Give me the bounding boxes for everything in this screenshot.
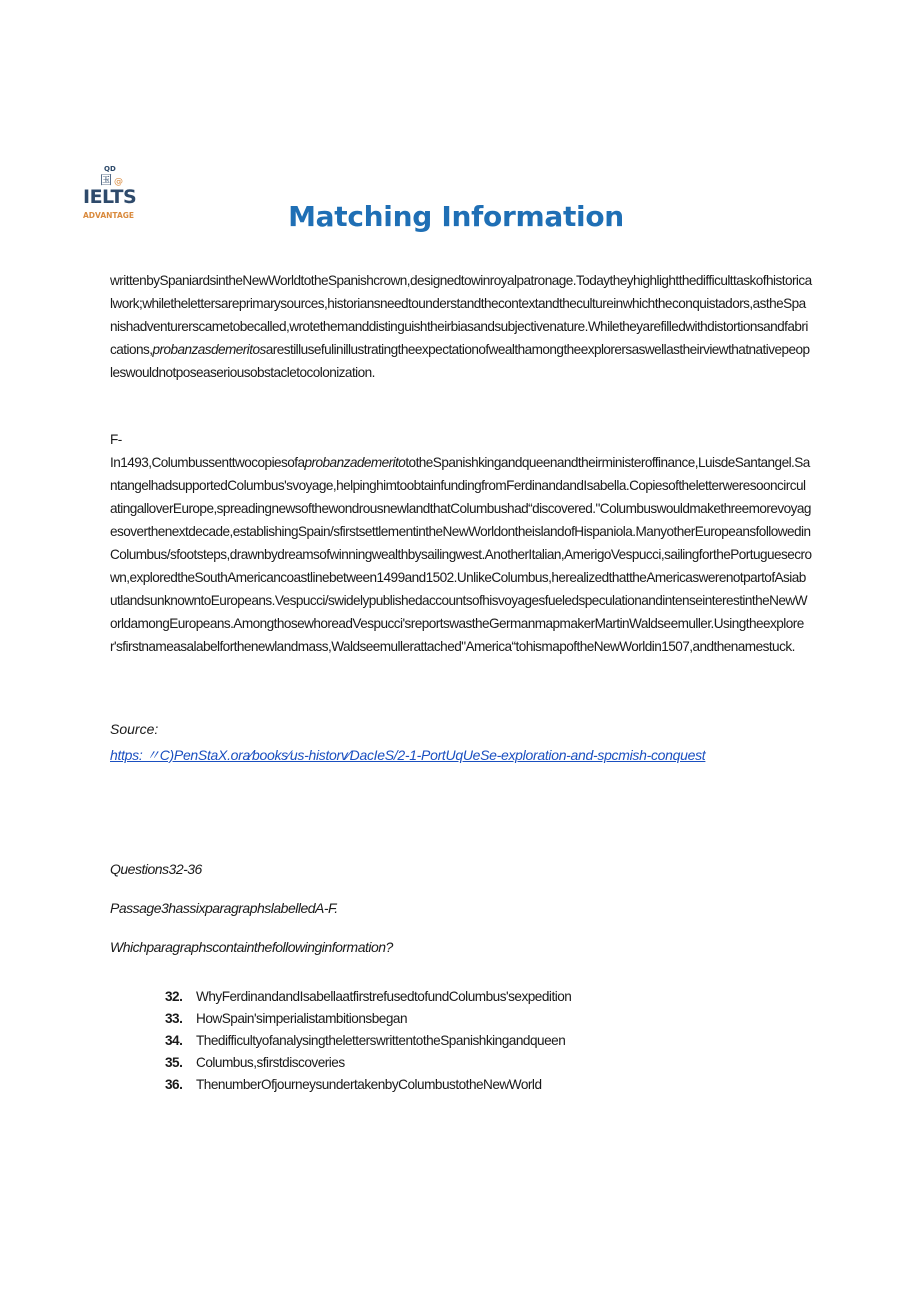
question-item-34 — [165, 1030, 571, 1052]
question-text: WhyFerdinandandIsabellaatfirstrefusedtofundColumbus'sexpedition — [196, 989, 572, 1004]
question-number: 33. — [165, 1011, 183, 1026]
question-number: 34. — [165, 1033, 183, 1048]
question-text: HowSpain'simperialistambitionsbegan — [196, 1011, 408, 1026]
question-number: 35. — [165, 1055, 183, 1070]
paragraph-f-label: F- — [110, 432, 122, 447]
question-text: ThedifficultyofanalysingtheletterswrittentotheSpanishkingandqueen — [196, 1033, 566, 1048]
paragraph-e-text-1: writtenbySpaniardsintheNewWorldtotheSpanishcrown,designedtowinroyalpatronage.Todaytheyhighlightthedifficulttaskofhistoricalwork;whilethelettersareprimarysources,historiansneedtounderstandthecontextandthecultureinwhichtheconquistadors,astheSpanishadventurerscametobecalled,wrotethemanddistinguishtheirbiasandsubjectivenature.Whiletheyarefilledwithdistortionsandfabrications, — [110, 273, 812, 357]
paragraph-e-text-2: arestillusefulinillustratingtheexpectationofwealthamongtheexplorersaswellastheirviewthatnativepeopleswouldnotposeaseriousobstacletocolonization. — [110, 342, 810, 380]
passage-paragraph-f — [110, 451, 812, 658]
questions-instruction-2: Whichparagraphscontainthefollowinginformation? — [110, 939, 393, 955]
source-label: Source: — [110, 721, 159, 737]
page-title: Matching Information — [288, 200, 624, 233]
question-item-32 — [165, 986, 571, 1008]
logo-main-text: IELTS — [83, 186, 137, 208]
logo-glyph: 国 — [100, 173, 113, 187]
questions-heading: Questions32-36 — [110, 861, 202, 877]
question-item-35 — [165, 1052, 571, 1074]
logo-at-symbol: @ — [114, 177, 123, 187]
question-number: 36. — [165, 1077, 183, 1092]
logo-top-text: QD — [104, 165, 116, 173]
paragraph-f-italic-term: probanzademerito — [304, 455, 406, 470]
question-number: 32. — [165, 989, 183, 1004]
logo-sub-text: ADVANTAGE — [83, 211, 135, 220]
questions-instruction-1: Passage3hassixparagraphslabelledA-F. — [110, 900, 338, 916]
paragraph-f-text-1: In1493,Columbussenttwocopiesofa — [110, 455, 305, 470]
paragraph-e-italic-term: probanzasdemeritos — [152, 342, 266, 357]
question-text: Columbus,sfirstdiscoveries — [196, 1055, 345, 1070]
paragraph-f-text-2: totheSpanishkingandqueenandtheirministeroffinance,LuisdeSantangel.SantangelhadsupportedColumbus'svoyage,helpinghimtoobtainfundingfromFerdinandandIsabella.CopiesoftheletterweresooncirculatingalloverEurope,spreadingnewsofthewondrousnewlandthatColumbushad“discovered."Columbuswouldmakethreemorevoyagesoverthenextdecade,establishingSpain/sfirstsettlementintheNewWorldontheislandofHispaniola.ManyotherEuropeansfollowedinColumbus/sfootsteps,drawnbydreamsofwinningwealthbysailingwest.AnotherItalian,AmerigoVespucci,sailingforthePortuguesecrown,exploredtheSouthAmericancoastlinebetween1499and1502.UnlikeColumbus,herealizedthattheAmericaswerenotpartofAsiabutlandsunknowntoEuropeans.Vespucci/swidelypublishedaccountsofhisvoyagesfueledspeculationandintenseinterestintheNewWorldamongEuropeans.AmongthosewhoreadVespucci'sreportswastheGermanmapmakerMartinWaldseemuller.Usingtheexplorer'sfirstnameasalabelforthenewlandmass,Waldseemullerattached"America“tohismapoftheNewWorldin1507,andthenamestuck. — [110, 455, 812, 654]
question-item-36 — [165, 1074, 571, 1096]
question-list — [165, 986, 571, 1096]
source-link[interactable]: https: 〃C)PenStaX.ora⁄books⁄us-historv⁄DacIeS/2-1-PortUqUeSe-exploration-and-spcmish-conquest — [110, 747, 706, 763]
passage-paragraph-e — [110, 269, 812, 384]
question-item-33 — [165, 1008, 571, 1030]
question-text: ThenumberOfjourneysundertakenbyColumbustotheNewWorld — [196, 1077, 542, 1092]
